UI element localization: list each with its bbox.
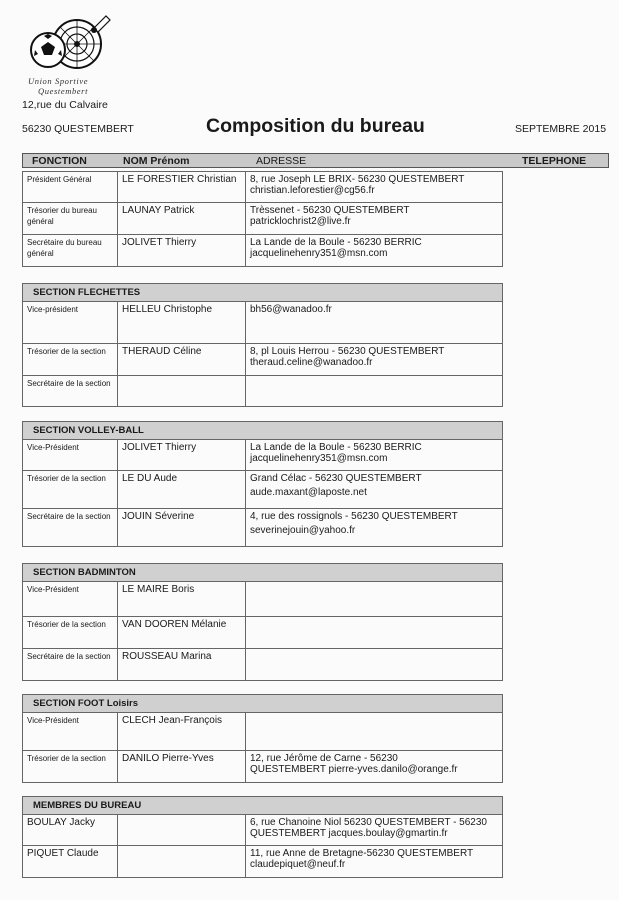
col-fonction: FONCTION bbox=[32, 155, 87, 167]
table-row bbox=[23, 815, 503, 846]
club-logo bbox=[28, 14, 112, 78]
role-cell: Secrétaire de la section bbox=[23, 376, 118, 407]
table-row bbox=[23, 751, 503, 783]
email-text: QUESTEMBERT jacques.boulay@gmartin.fr bbox=[250, 828, 448, 839]
table-row bbox=[23, 302, 503, 344]
email-text: jacquelinehenry351@msn.com bbox=[250, 248, 388, 259]
name-cell: LE MAIRE Boris bbox=[118, 582, 246, 617]
email-text: QUESTEMBERT pierre-yves.danilo@orange.fr bbox=[250, 764, 458, 775]
name-cell: HELLEU Christophe bbox=[118, 302, 246, 344]
org-line-1: Union Sportive bbox=[28, 76, 89, 86]
address-text: 6, rue Chanoine Niol 56230 QUESTEMBERT - 56230 bbox=[250, 817, 487, 828]
role-cell: Trésorier de la section bbox=[23, 471, 118, 509]
address-cell bbox=[246, 376, 503, 407]
address-cell bbox=[246, 617, 503, 649]
address-text: Trèssenet - 56230 QUESTEMBERT bbox=[250, 205, 410, 216]
role-cell: Secrétaire de la section bbox=[23, 649, 118, 681]
name-cell: LAUNAY Patrick bbox=[118, 203, 246, 235]
role-cell: Trésorier de la section bbox=[23, 344, 118, 376]
address-cell bbox=[246, 235, 503, 267]
address-cell bbox=[246, 440, 503, 471]
table-row bbox=[23, 846, 503, 878]
name-cell: ROUSSEAU Marina bbox=[118, 649, 246, 681]
name-cell: THERAUD Céline bbox=[118, 344, 246, 376]
role-cell: Trésorier du bureau général bbox=[23, 203, 118, 235]
address-text: La Lande de la Boule - 56230 BERRIC bbox=[250, 442, 422, 453]
name-cell: CLECH Jean-François bbox=[118, 713, 246, 751]
section-foot-table bbox=[22, 694, 503, 783]
address-cell bbox=[246, 582, 503, 617]
email-text: aude.maxant@laposte.net bbox=[250, 487, 367, 498]
email-text: jacquelinehenry351@msn.com bbox=[250, 453, 388, 464]
name-cell: JOUIN Séverine bbox=[118, 509, 246, 547]
address-text: La Lande de la Boule - 56230 BERRIC bbox=[250, 237, 422, 248]
role-cell: Secrétaire du bureau général bbox=[23, 235, 118, 267]
table-row bbox=[23, 617, 503, 649]
name-cell: LE DU Aude bbox=[118, 471, 246, 509]
table-row bbox=[23, 203, 503, 235]
name-cell: DANILO Pierre-Yves bbox=[118, 751, 246, 783]
section-title: MEMBRES DU BUREAU bbox=[23, 797, 503, 815]
section-badminton-table bbox=[22, 563, 503, 681]
football-icon bbox=[31, 33, 65, 67]
section-membres-table bbox=[22, 796, 503, 878]
address-text: 8, rue Joseph LE BRIX- 56230 QUESTEMBERT bbox=[250, 174, 465, 185]
role-cell: Vice-Président bbox=[23, 582, 118, 617]
email-text: patricklochrist2@live.fr bbox=[250, 216, 351, 227]
address-cell bbox=[246, 203, 503, 235]
email-text: claudepiquet@neuf.fr bbox=[250, 859, 346, 870]
section-title: SECTION VOLLEY-BALL bbox=[23, 422, 503, 440]
name-cell bbox=[118, 846, 246, 878]
section-title: SECTION FOOT Loisirs bbox=[23, 695, 503, 713]
address-cell bbox=[246, 815, 503, 846]
address-text: Grand Célac - 56230 QUESTEMBERT bbox=[250, 473, 422, 484]
email-text: christian.leforestier@cg56.fr bbox=[250, 185, 375, 196]
section-title: SECTION BADMINTON bbox=[23, 564, 503, 582]
address-cell bbox=[246, 846, 503, 878]
address-cell bbox=[246, 344, 503, 376]
role-cell: Vice-Président bbox=[23, 713, 118, 751]
section-flechettes-table bbox=[22, 283, 503, 407]
table-row bbox=[23, 649, 503, 681]
organisation-name bbox=[28, 76, 88, 96]
role-cell: Trésorier de la section bbox=[23, 617, 118, 649]
address-cell bbox=[246, 649, 503, 681]
col-nom: NOM Prénom bbox=[123, 155, 190, 167]
name-cell bbox=[118, 815, 246, 846]
address-text: bh56@wanadoo.fr bbox=[250, 304, 332, 315]
address-text: 12, rue Jérôme de Carne - 56230 bbox=[250, 753, 398, 764]
column-header-bar bbox=[22, 153, 609, 168]
member-name-cell: PIQUET Claude bbox=[23, 846, 118, 878]
section-volley-table bbox=[22, 421, 503, 547]
email-text: severinejouin@yahoo.fr bbox=[250, 525, 356, 536]
name-cell: VAN DOOREN Mélanie bbox=[118, 617, 246, 649]
table-row bbox=[23, 582, 503, 617]
col-adresse: ADRESSE bbox=[256, 155, 307, 167]
org-street: 12,rue du Calvaire bbox=[22, 99, 108, 111]
address-cell bbox=[246, 471, 503, 509]
address-cell bbox=[246, 509, 503, 547]
table-row bbox=[23, 440, 503, 471]
address-text: 11, rue Anne de Bretagne-56230 QUESTEMBERT bbox=[250, 848, 474, 859]
page-title: Composition du bureau bbox=[206, 115, 425, 137]
address-text: 4, rue des rossignols - 56230 QUESTEMBERT bbox=[250, 511, 458, 522]
name-cell: JOLIVET Thierry bbox=[118, 235, 246, 267]
table-row bbox=[23, 172, 503, 203]
email-text: theraud.celine@wanadoo.fr bbox=[250, 357, 373, 368]
role-cell: Trésorier de la section bbox=[23, 751, 118, 783]
table-row bbox=[23, 713, 503, 751]
role-cell: Vice-Président bbox=[23, 440, 118, 471]
address-text: 8, pl Louis Herrou - 56230 QUESTEMBERT bbox=[250, 346, 445, 357]
section-title: SECTION FLECHETTES bbox=[23, 284, 503, 302]
table-row bbox=[23, 235, 503, 267]
role-cell: Secrétaire de la section bbox=[23, 509, 118, 547]
table-row bbox=[23, 471, 503, 509]
role-cell: Vice-président bbox=[23, 302, 118, 344]
document-date: SEPTEMBRE 2015 bbox=[515, 123, 607, 135]
org-city: 56230 QUESTEMBERT bbox=[22, 123, 134, 135]
address-cell bbox=[246, 172, 503, 203]
table-row bbox=[23, 344, 503, 376]
role-cell: Président Général bbox=[23, 172, 118, 203]
general-table bbox=[22, 171, 503, 267]
member-name-cell: BOULAY Jacky bbox=[23, 815, 118, 846]
table-row bbox=[23, 509, 503, 547]
name-cell bbox=[118, 376, 246, 407]
table-row bbox=[23, 376, 503, 407]
address-cell bbox=[246, 751, 503, 783]
address-cell bbox=[246, 713, 503, 751]
shuttlecock-icon bbox=[91, 16, 110, 33]
name-cell: JOLIVET Thierry bbox=[118, 440, 246, 471]
address-cell bbox=[246, 302, 503, 344]
name-cell: LE FORESTIER Christian bbox=[118, 172, 246, 203]
org-line-2: Questembert bbox=[38, 86, 89, 96]
col-telephone: TELEPHONE bbox=[522, 155, 587, 167]
